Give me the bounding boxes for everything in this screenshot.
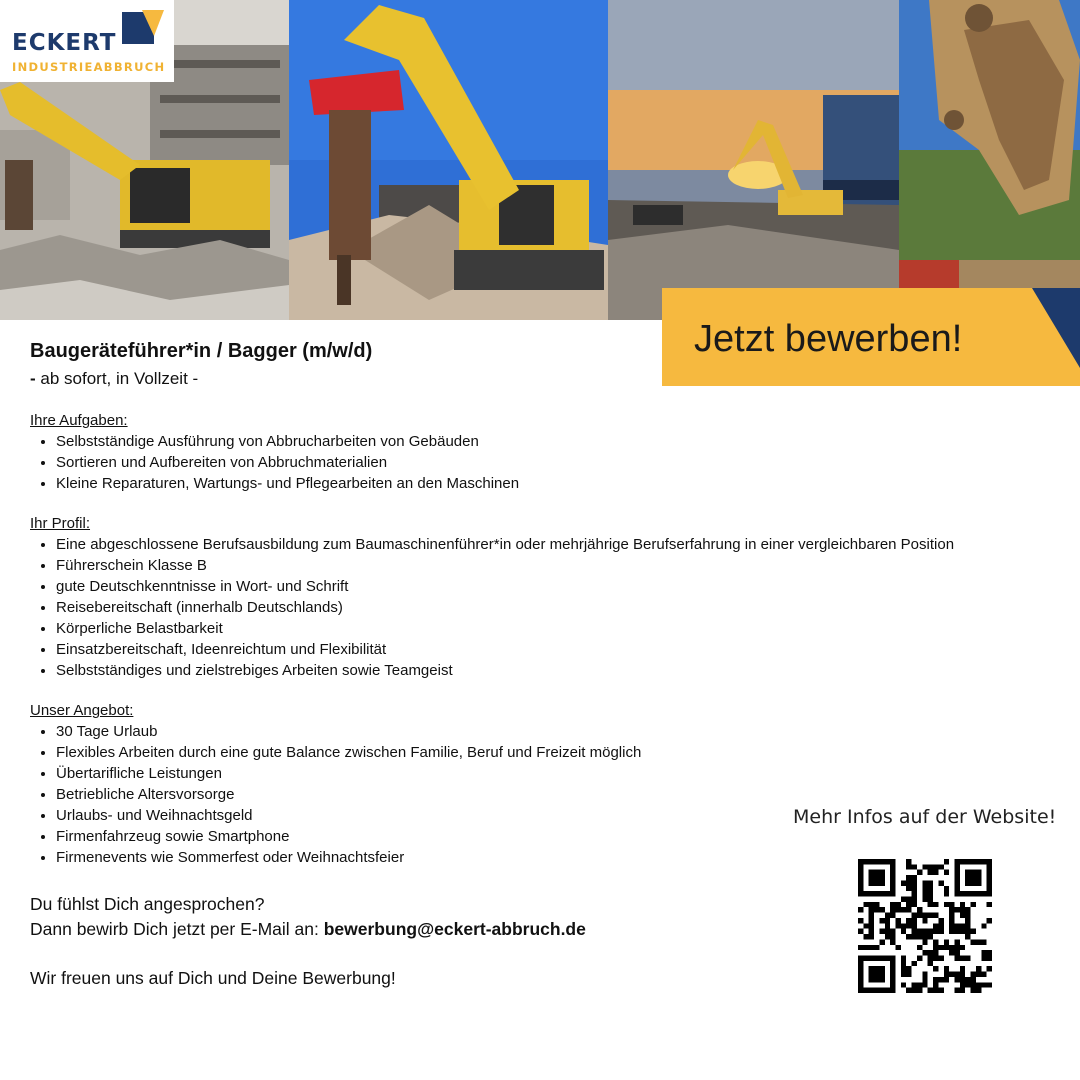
job-subline [30,367,960,391]
subline-text: ab sofort, in Vollzeit - [35,369,199,388]
list-item: • Firmenevents wie Sommerfest oder Weihnachtsfeier [56,847,960,868]
list-item: • Selbstständiges und zielstrebiges Arbeiten sowie Teamgeist [56,660,960,681]
list-item: • Selbstständige Ausführung von Abbrucharbeiten von Gebäuden [56,431,960,452]
list-item: • Sortieren und Aufbereiten von Abbruchmaterialien [56,452,960,473]
tasks-heading: Ihre Aufgaben: [30,412,128,429]
qr-code-icon[interactable] [858,859,992,993]
excavator-sunset-photo [608,0,899,320]
profile-heading: Ihr Profil: [30,515,91,532]
list-item: • Einsatzbereitschaft, Ideenreichtum und Flexibilität [56,639,960,660]
offer-heading: Unser Angebot: [30,702,134,719]
job-title: Baugeräteführer*in / Bagger (m/w/d) [30,340,373,362]
list-item: • Führerschein Klasse B [56,555,960,576]
tasks-list [30,431,960,494]
closing-text [30,892,960,942]
list-item: • Urlaubs- und Weihnachtsgeld [56,805,960,826]
apply-now-label: Jetzt bewerben! [694,318,963,360]
offer-list [30,721,960,868]
corner-accent-icon [1032,288,1080,386]
demolition-shear-photo [899,0,1080,320]
list-item: • Eine abgeschlossene Berufsausbildung zum Baumaschinenführer*in oder mehrjährige Berufserfahrung in einer vergleichbaren Position [56,534,960,555]
list-item: • Flexibles Arbeiten durch eine gute Balance zwischen Familie, Beruf und Freizeit möglich [56,742,960,763]
list-item: • Übertarifliche Leistungen [56,763,960,784]
eckert-logo-mark-icon [120,10,164,46]
list-item: • Reisebereitschaft (innerhalb Deutschlands) [56,597,960,618]
logo-name: ECKERT [12,30,117,56]
list-item: • gute Deutschkenntnisse in Wort- und Schrift [56,576,960,597]
logo-tagline: INDUSTRIEABBRUCH [12,60,166,74]
list-item: • Firmenfahrzeug sowie Smartphone [56,826,960,847]
list-item: • Kleine Reparaturen, Wartungs- und Pflegearbeiten an den Maschinen [56,473,960,494]
closing-thanks: Wir freuen uns auf Dich und Deine Bewerbung! [30,968,396,988]
list-item: • Betriebliche Altersvorsorge [56,784,960,805]
profile-list [30,534,960,681]
more-info-label: Mehr Infos auf der Website! [793,806,1057,828]
job-posting [30,338,960,991]
list-item: • 30 Tage Urlaub [56,721,960,742]
email-link[interactable]: bewerbung@eckert-abbruch.de [323,919,586,939]
closing-apply-line [30,917,960,942]
hydraulic-breaker-excavator-photo [289,0,608,320]
apply-text: Dann bewirb Dich jetzt per E-Mail an: [30,919,324,939]
closing-question: Du fühlst Dich angesprochen? [30,894,265,914]
list-item: • Körperliche Belastbarkeit [56,618,960,639]
eckert-logo [0,0,174,82]
subline-dash: - [30,369,36,388]
